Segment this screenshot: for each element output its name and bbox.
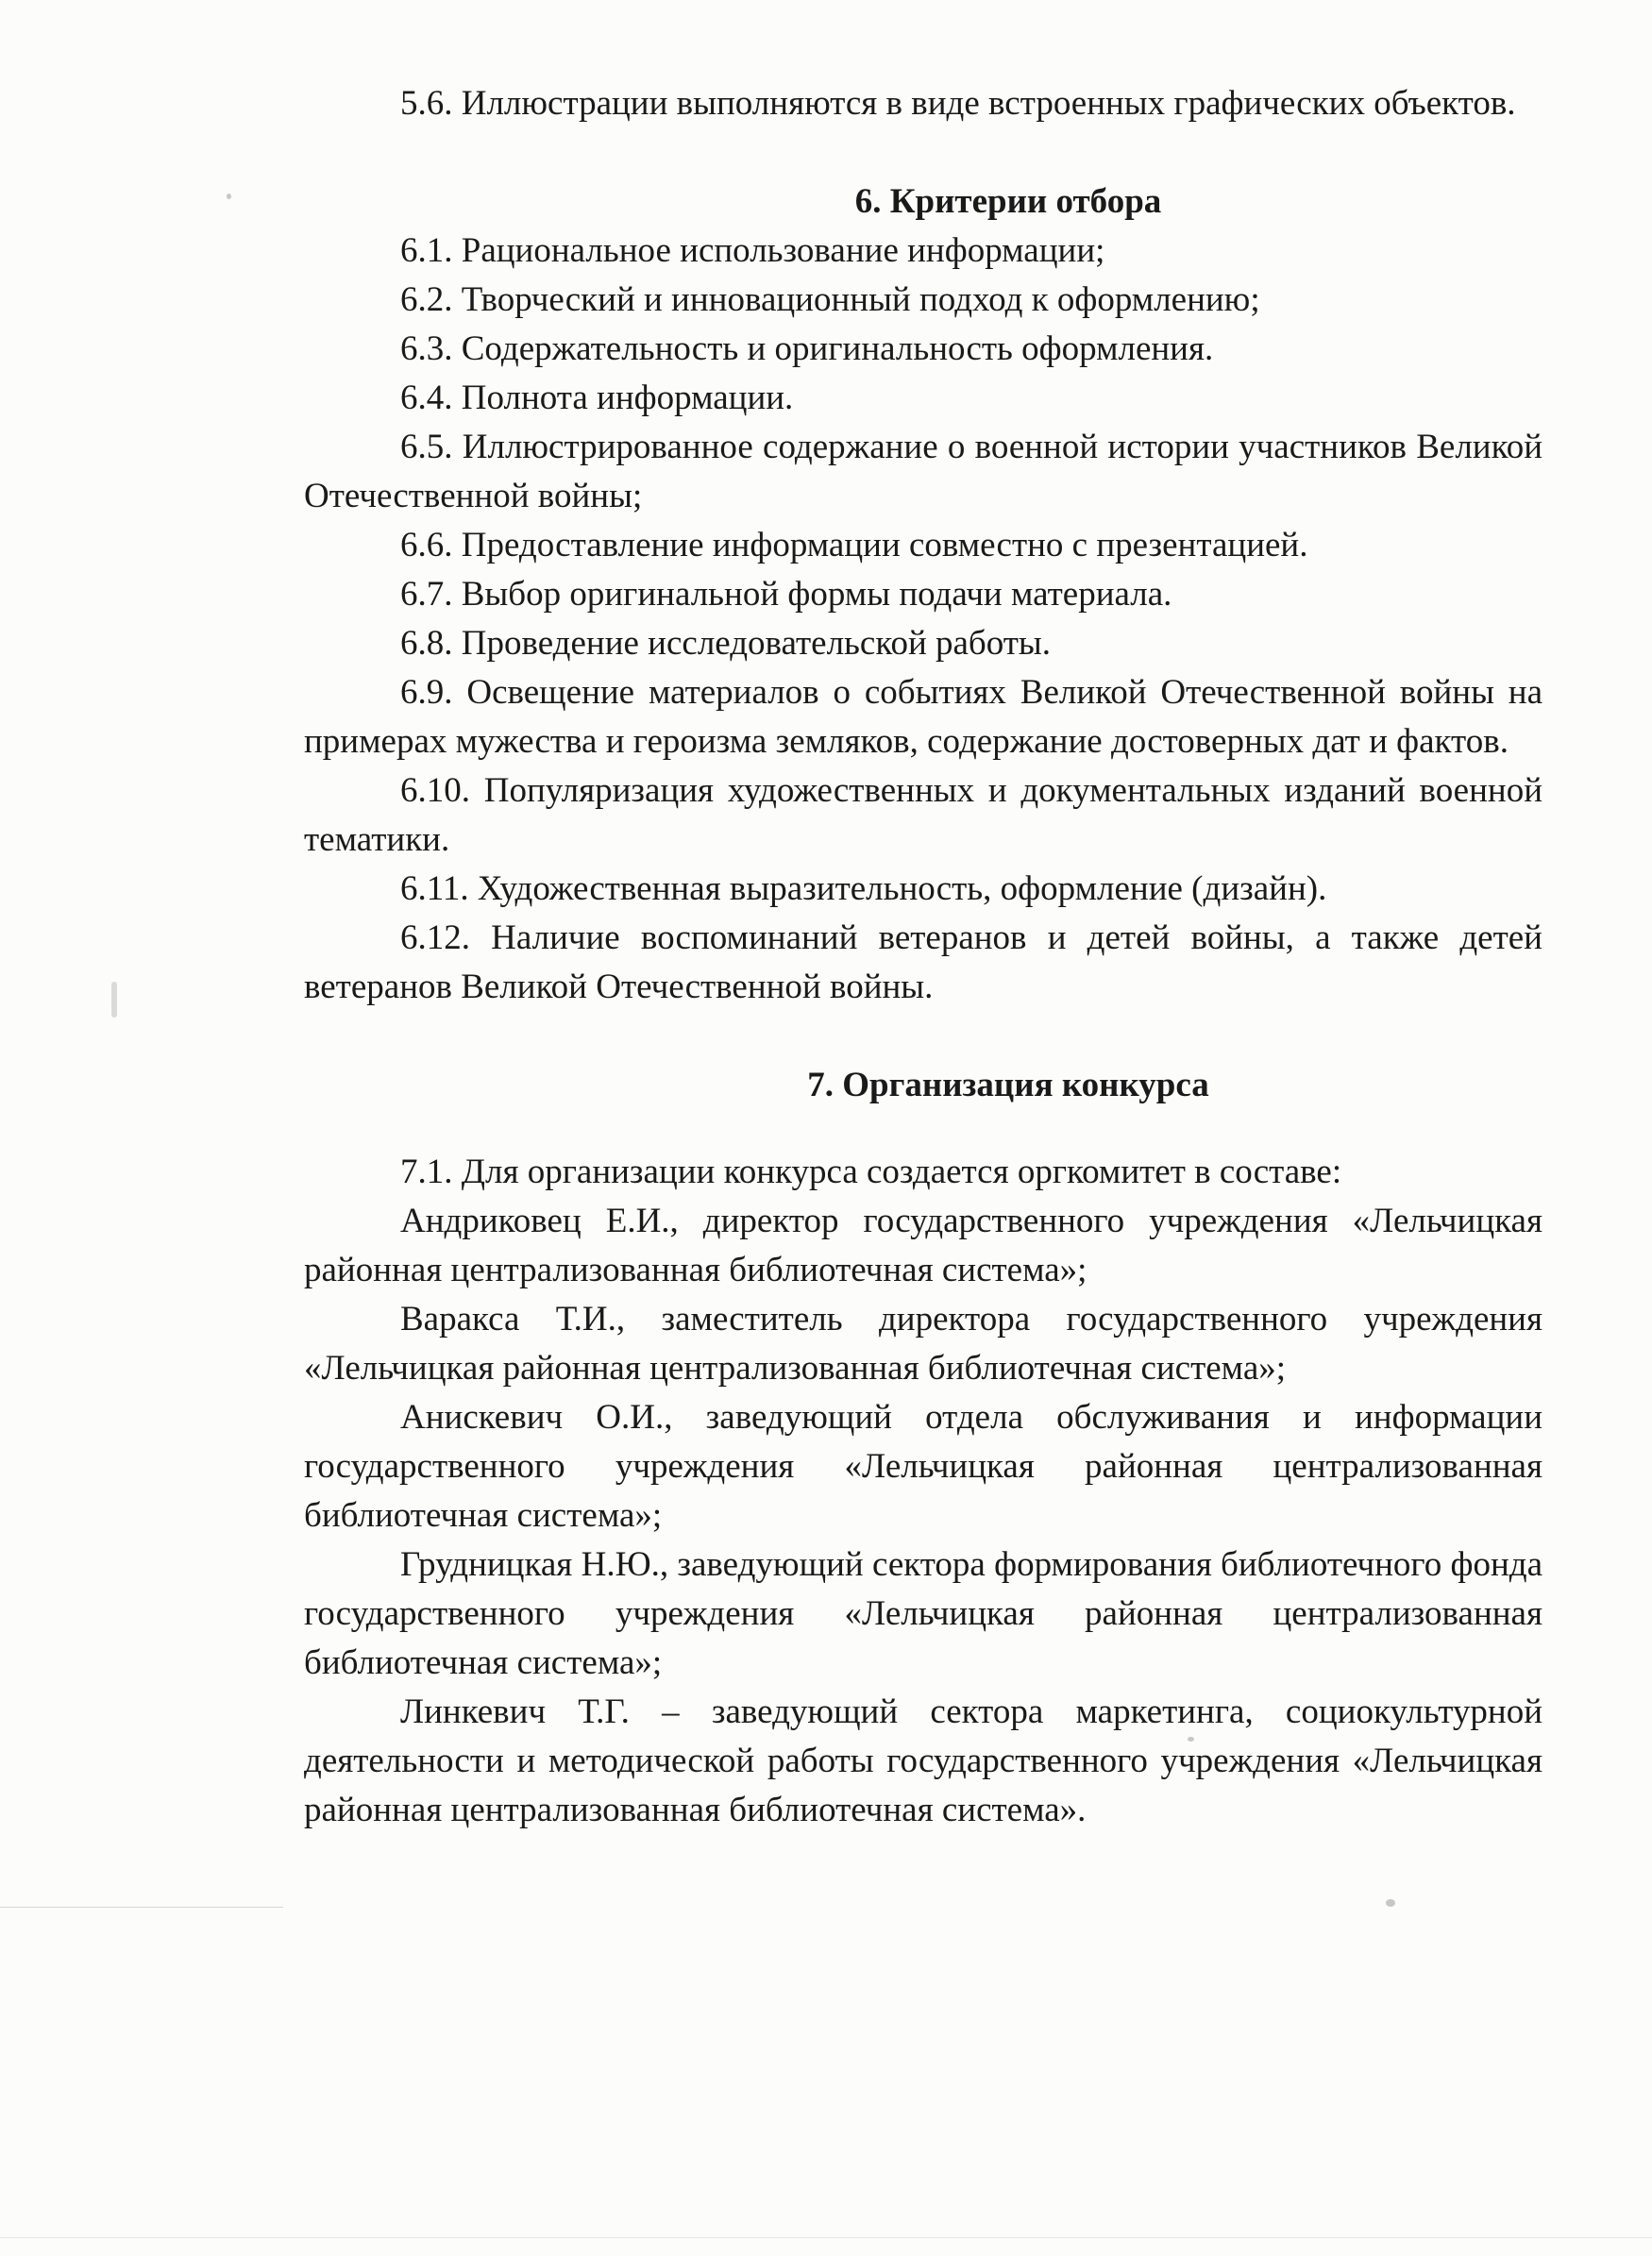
criteria-item: 6.10. Популяризация художественных и документальных изданий военной тематики. — [304, 771, 1542, 859]
criteria-item: 6.7. Выбор оригинальной формы подачи материала. — [400, 575, 1172, 614]
criteria-item: 6.2. Творческий и инновационный подход к оформлению; — [400, 280, 1260, 319]
scan-rule — [0, 1907, 283, 1908]
criteria-item: 6.9. Освещение материалов о событиях Великой Отечественной войны на примерах мужества и героизма земляков, содержание достоверных дат и фактов. — [304, 673, 1542, 761]
criteria-item: 6.3. Содержательность и оригинальность оформления. — [400, 329, 1214, 368]
criteria-item: 6.8. Проведение исследовательской работы. — [400, 624, 1052, 663]
item-5-6: 5.6. Иллюстрации выполняются в виде встроенных графических объектов. — [400, 84, 1516, 123]
committee-member: Линкевич Т.Г. – заведующий сектора маркетинга, социокультурной деятельности и методической работы государственного учреждения «Лельчицкая районная централизованная библиотечная система». — [304, 1692, 1542, 1829]
scan-speck — [227, 194, 231, 199]
committee-member: Грудницкая Н.Ю., заведующий сектора формирования библиотечного фонда государственного учреждения «Лельчицкая районная централизованная библиотечная система»; — [304, 1545, 1542, 1682]
scan-rule — [0, 2237, 1652, 2238]
committee-member: Анискевич О.И., заведующий отдела обслуживания и информации государственного учреждения «Лельчицкая районная централизованная библиотечная система»; — [304, 1398, 1542, 1535]
criteria-item: 6.1. Рациональное использование информации; — [400, 231, 1105, 270]
section-6-heading: 6. Критерии отбора — [854, 182, 1162, 221]
committee-member: Варакса Т.И., заместитель директора государственного учреждения «Лельчицкая районная централизованная библиотечная система»; — [304, 1300, 1542, 1388]
organization-intro: 7.1. Для организации конкурса создается оргкомитет в составе: — [400, 1153, 1342, 1191]
scan-speck — [111, 982, 117, 1018]
committee-member: Андриковец Е.И., директор государственного учреждения «Лельчицкая районная централизованная библиотечная система»; — [304, 1202, 1542, 1289]
criteria-item: 6.5. Иллюстрированное содержание о военной истории участников Великой Отечественной войны; — [304, 428, 1542, 515]
document-page — [304, 79, 1542, 1835]
criteria-item: 6.11. Художественная выразительность, оформление (дизайн). — [400, 869, 1327, 908]
criteria-item: 6.12. Наличие воспоминаний ветеранов и детей войны, а также детей ветеранов Великой Отечественной войны. — [304, 918, 1542, 1006]
criteria-item: 6.4. Полнота информации. — [400, 379, 794, 417]
scan-speck — [1386, 1899, 1395, 1907]
criteria-item: 6.6. Предоставление информации совместно с презентацией. — [400, 526, 1308, 564]
section-7-heading: 7. Организация конкурса — [807, 1066, 1209, 1104]
